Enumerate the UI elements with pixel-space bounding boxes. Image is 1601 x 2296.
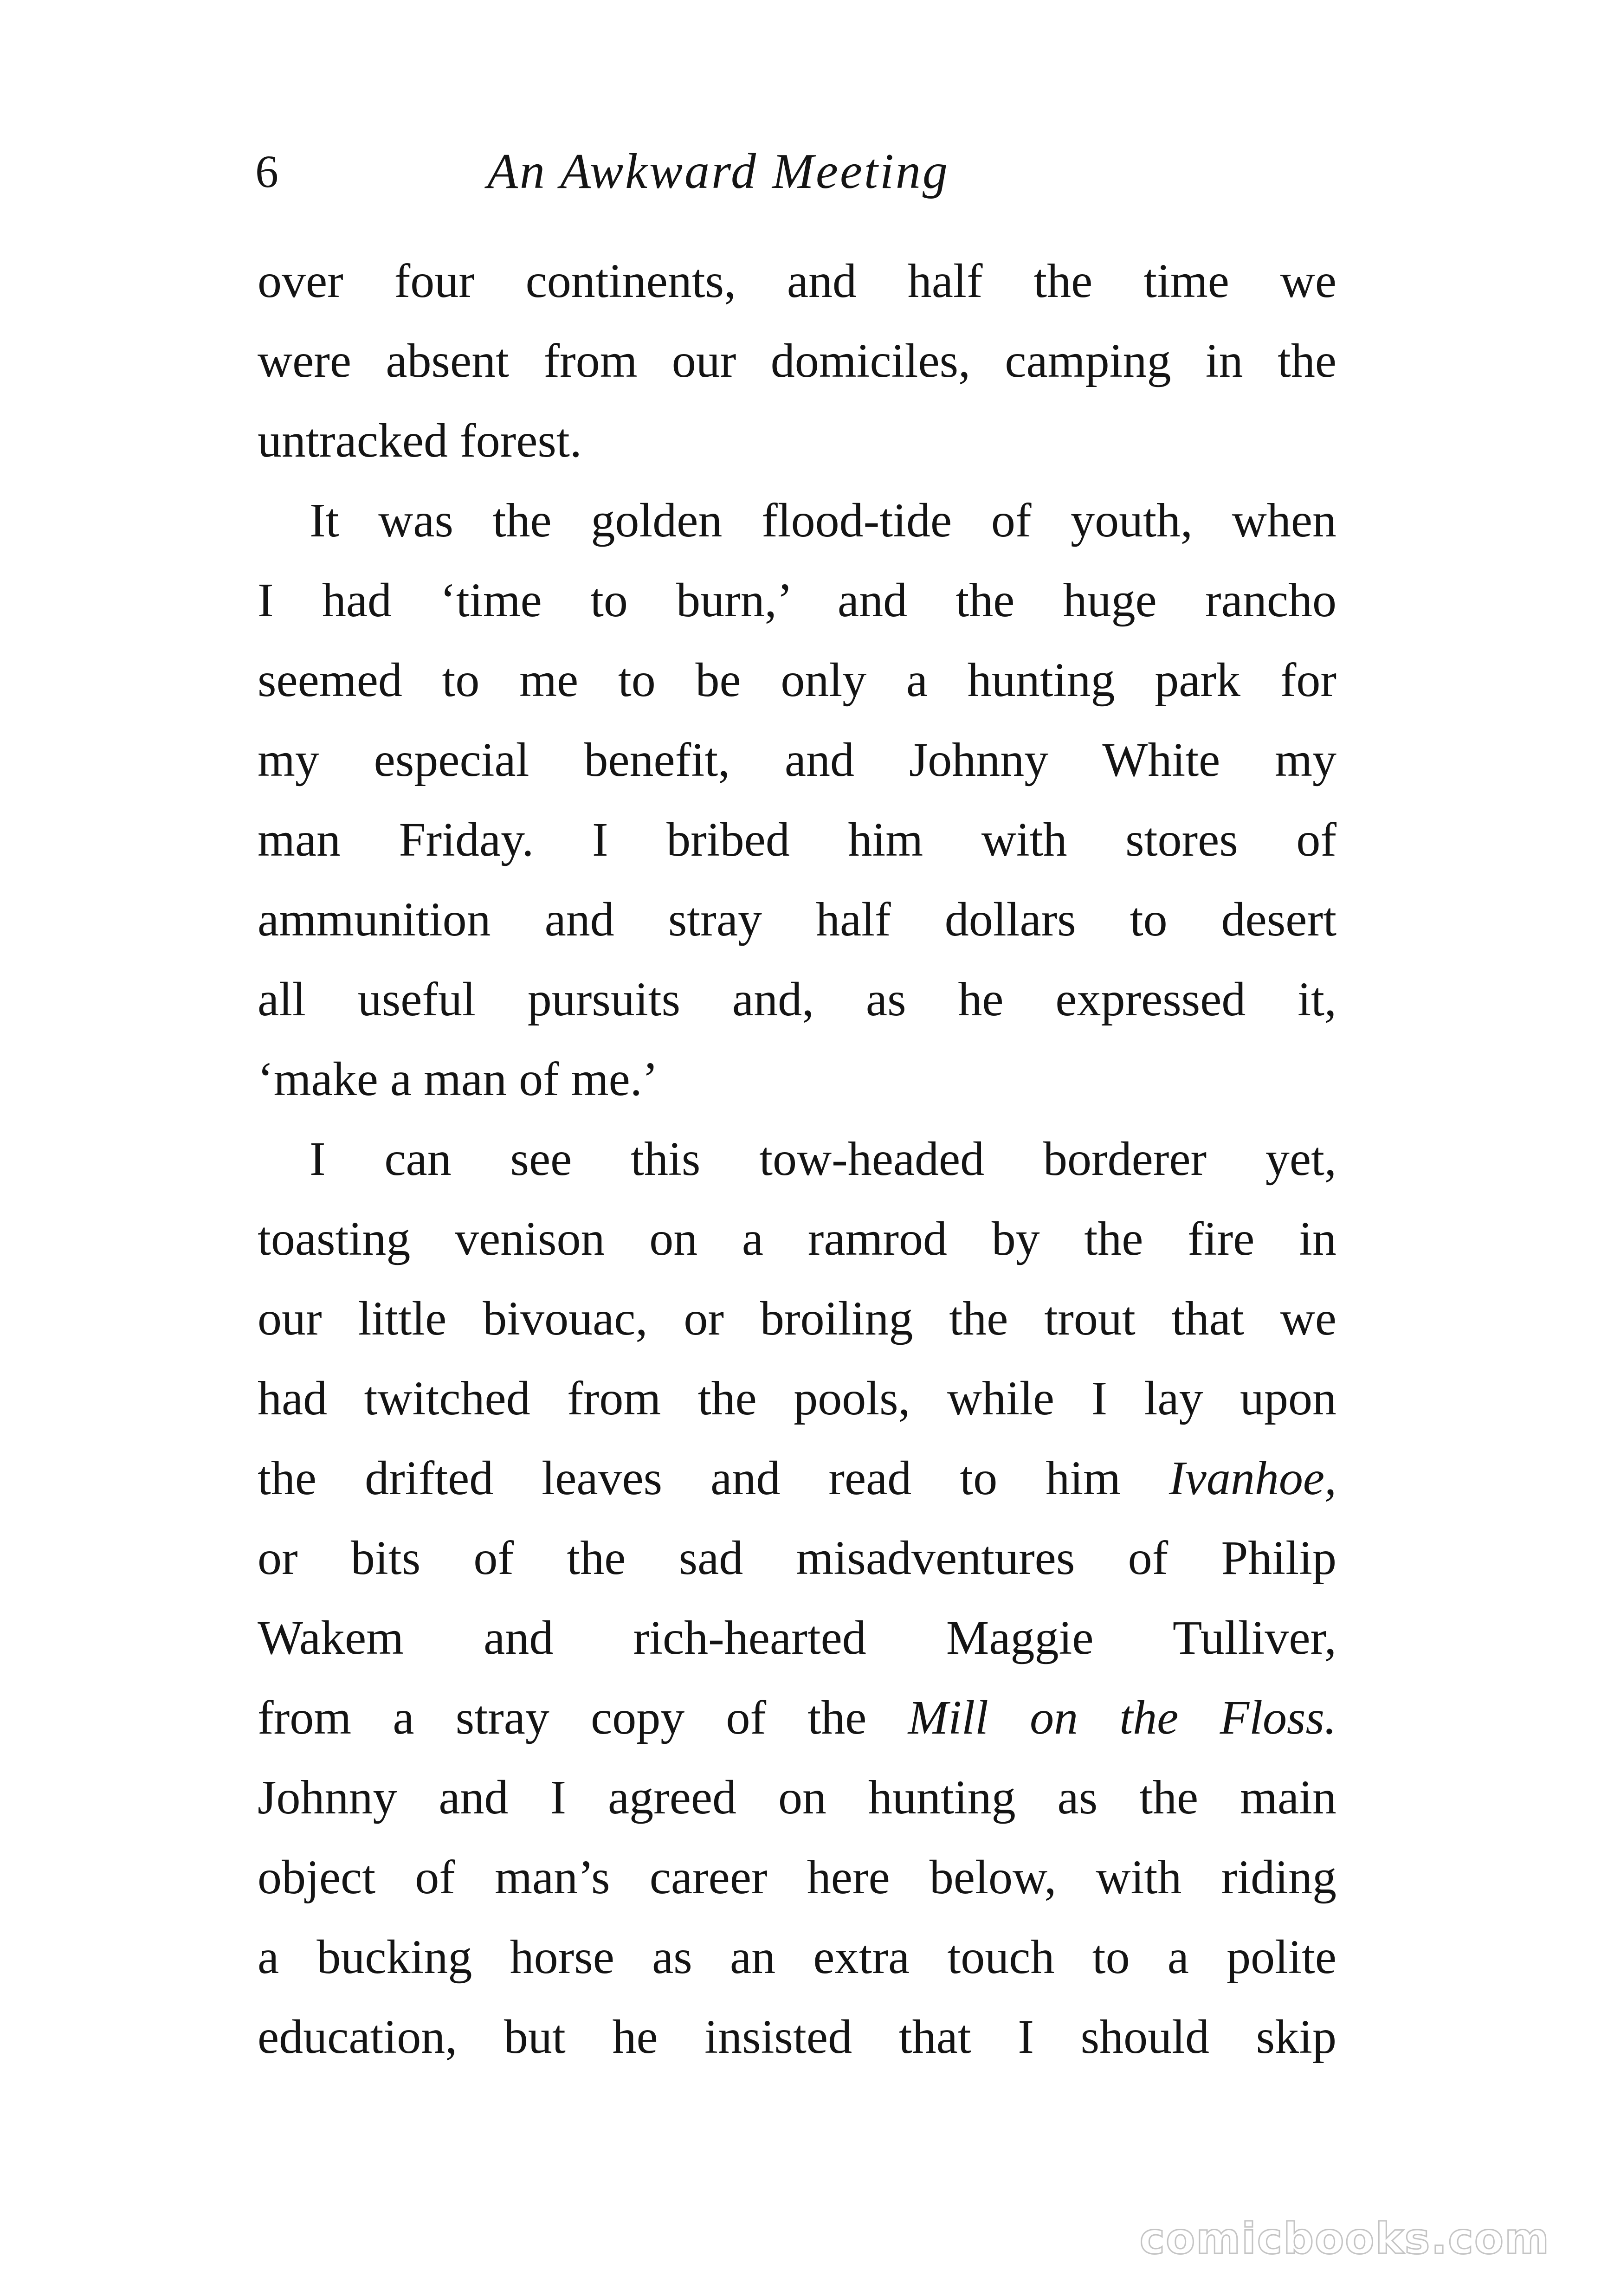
text-line: our little bivouac, or broiling the trout that we xyxy=(258,1292,1336,1345)
text-line: ‘make a man of me.’ xyxy=(258,1052,658,1106)
italic-title-ivanhoe: Ivanhoe, xyxy=(1169,1451,1336,1505)
text-line: object of man’s career here below, with riding xyxy=(258,1851,1336,1904)
text-line: I had ‘time to burn,’ and the huge rancho xyxy=(258,574,1336,627)
text-line: man Friday. I bribed him with stores of xyxy=(258,813,1336,866)
paragraph-start-line: I can see this tow-headed borderer yet, xyxy=(310,1132,1336,1186)
text-line-with-italic xyxy=(258,1438,1336,1518)
watermark: comicbooks.com xyxy=(1139,2214,1550,2264)
text-line: ammunition and stray half dollars to desert xyxy=(258,893,1336,946)
paragraph-start-line: It was the golden flood-tide of youth, when xyxy=(310,494,1336,547)
text-line: over four continents, and half the time we xyxy=(258,254,1336,308)
text-line: had twitched from the pools, while I lay upon xyxy=(258,1372,1336,1425)
text-line: seemed to me to be only a hunting park for xyxy=(258,653,1336,707)
text-segment: from a stray copy of the xyxy=(258,1691,908,1744)
text-line: were absent from our domiciles, camping in the xyxy=(258,334,1336,387)
text-line: all useful pursuits and, as he expressed it, xyxy=(258,973,1336,1026)
text-segment: the drifted leaves and read to him xyxy=(258,1451,1169,1505)
text-line: or bits of the sad misadventures of Philip xyxy=(258,1531,1336,1585)
page-number: 6 xyxy=(255,146,278,197)
text-line: education, but he insisted that I should skip xyxy=(258,2010,1336,2064)
italic-title-mill-on-the-floss: Mill on the Floss. xyxy=(908,1691,1336,1744)
text-line: a bucking horse as an extra touch to a polite xyxy=(258,1930,1336,1984)
text-line: Wakem and rich-hearted Maggie Tulliver, xyxy=(258,1611,1336,1664)
body-text xyxy=(258,241,1336,2077)
text-line: Johnny and I agreed on hunting as the main xyxy=(258,1771,1336,1824)
text-line: toasting venison on a ramrod by the fire in xyxy=(258,1212,1336,1265)
running-title: An Awkward Meeting xyxy=(487,144,949,199)
page-header xyxy=(255,135,1336,209)
text-line-with-italic xyxy=(258,1678,1336,1758)
text-line: my especial benefit, and Johnny White my xyxy=(258,733,1336,787)
text-line: untracked forest. xyxy=(258,414,582,467)
